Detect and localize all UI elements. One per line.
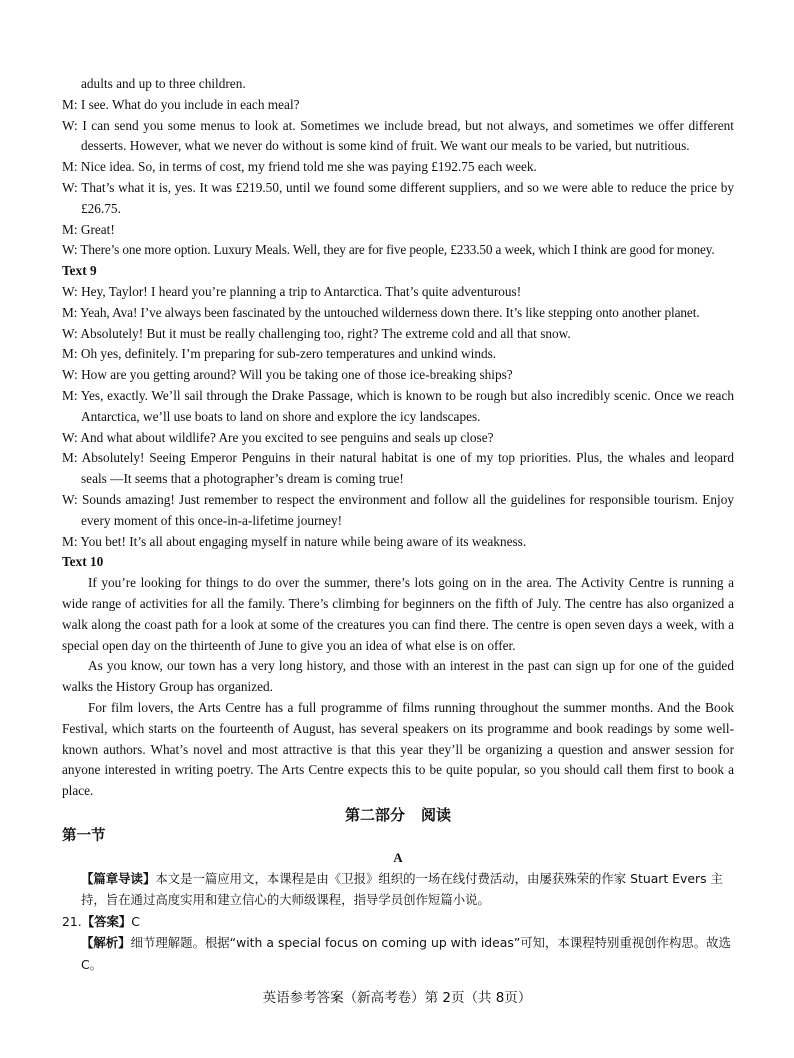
text8-line: M: I see. What do you include in each meal? xyxy=(62,96,300,112)
passage-letter: A xyxy=(393,849,403,865)
part-title xyxy=(62,804,734,826)
page-content xyxy=(62,74,734,975)
part-title-number: 第二部分 xyxy=(344,805,405,824)
text9-line: W: How are you getting around? Will you be taking one of those ice-breaking ships? xyxy=(62,367,513,383)
guide-text: 本文是一篇应用文，本课程是由《卫报》组织的一场在线付费活动，由屡获殊荣的作家 Stuart Evers 主持，旨在通过高度实用和建立信心的大师级课程，指导学员创作短篇小说。 xyxy=(81,870,723,908)
text8-line: M: Great! xyxy=(62,221,115,237)
text8-line: M: Nice idea. So, in terms of cost, my friend told me she was paying £192.75 each week. xyxy=(62,159,537,175)
analysis-text: 细节理解题。根据“with a special focus on coming up with ideas”可知，本课程特别重视创作构思。故选 C。 xyxy=(81,935,731,972)
question-21-analysis xyxy=(62,932,734,975)
answer-label: 【答案】 xyxy=(81,913,132,929)
text9-line: M: Yes, exactly. We’ll sail through the Drake Passage, which is known to be rough but also incredibly scenic. Once we reach Antarctica, we’ll use boats to land on shore and explore the icy landscapes. xyxy=(62,387,734,424)
text9-line: M: Absolutely! Seeing Emperor Penguins in their natural habitat is one of my top priorities. Plus, the whales and leopard seals —It seems that a photographer’s dream is coming true! xyxy=(62,450,734,487)
text9-line: W: Hey, Taylor! I heard you’re planning a trip to Antarctica. That’s quite adventurous! xyxy=(62,283,522,299)
text8-line: W: There’s one more option. Luxury Meals. Well, they are for five people, £233.50 a week, which I think are good for money. xyxy=(62,242,715,258)
part-title-name: 阅读 xyxy=(421,805,452,824)
section-title: 第一节 xyxy=(62,827,106,844)
answer-value: C xyxy=(131,913,140,929)
text9-line: M: You bet! It’s all about engaging myself in nature while being aware of its weakness. xyxy=(62,533,527,549)
text10-paragraph: If you’re looking for things to do over the summer, there’s lots going on in the area. The Activity Centre is running a wide range of activities for all the family. There’s climbing for beginners on the fifth of July. The centre has also organized a walk along the coast path for a look at some of the creatures you can find there. The centre is open seven days a week, with a special open day on the thirteenth of June to give you an idea of what else is on offer. xyxy=(62,575,734,653)
text9-heading: Text 9 xyxy=(62,263,97,279)
text9-line: M: Yeah, Ava! I’ve always been fascinated by the untouched wilderness down there. It’s like stepping onto another planet. xyxy=(62,304,700,320)
text9-line: W: Sounds amazing! Just remember to respect the environment and follow all the guidelines for responsible tourism. Enjoy every moment of this once-in-a-lifetime journey! xyxy=(62,491,734,528)
question-21-answer xyxy=(62,911,734,932)
text8-line: W: I can send you some menus to look at. Sometimes we include bread, but not always, and sometimes we offer different desserts. However, what we never do without is some kind of fruit. We want our meals to be varied, but nutritious. xyxy=(62,117,734,154)
analysis-label: 【解析】 xyxy=(81,935,131,951)
text10-paragraph: For film lovers, the Arts Centre has a full programme of films running throughout the summer months. And the Book Festival, which starts on the fourteenth of August, has several speakers on its programme and book readings by some well-known authors. What’s novel and most attractive is that this year they’ll be organizing a question and answer session for anyone interested in writing poetry. The Arts Centre expects this to be quite popular, so you should call them first to book a place. xyxy=(62,699,734,799)
text9-line: W: And what about wildlife? Are you excited to see penguins and seals up close? xyxy=(62,429,494,445)
question-number: 21. xyxy=(62,913,82,929)
text10-paragraph: As you know, our town has a very long history, and those with an interest in the past can sign up for one of the guided walks the History Group has organized. xyxy=(62,658,734,695)
page-footer: 英语参考答案（新高考卷）第 2页（共 8页） xyxy=(262,990,532,1006)
text8-line: W: That’s what it is, yes. It was £219.50, until we found some different suppliers, and so we were able to reduce the price by £26.75. xyxy=(62,179,734,216)
text10-heading: Text 10 xyxy=(62,554,104,570)
text9-line: W: Absolutely! But it must be really challenging too, right? The extreme cold and all that snow. xyxy=(62,325,571,341)
text9-line: M: Oh yes, definitely. I’m preparing for sub-zero temperatures and unkind winds. xyxy=(62,346,497,362)
guide-label: 【篇章导读】 xyxy=(81,870,156,886)
passage-guide xyxy=(62,868,734,911)
text8-line: adults and up to three children. xyxy=(81,76,246,91)
